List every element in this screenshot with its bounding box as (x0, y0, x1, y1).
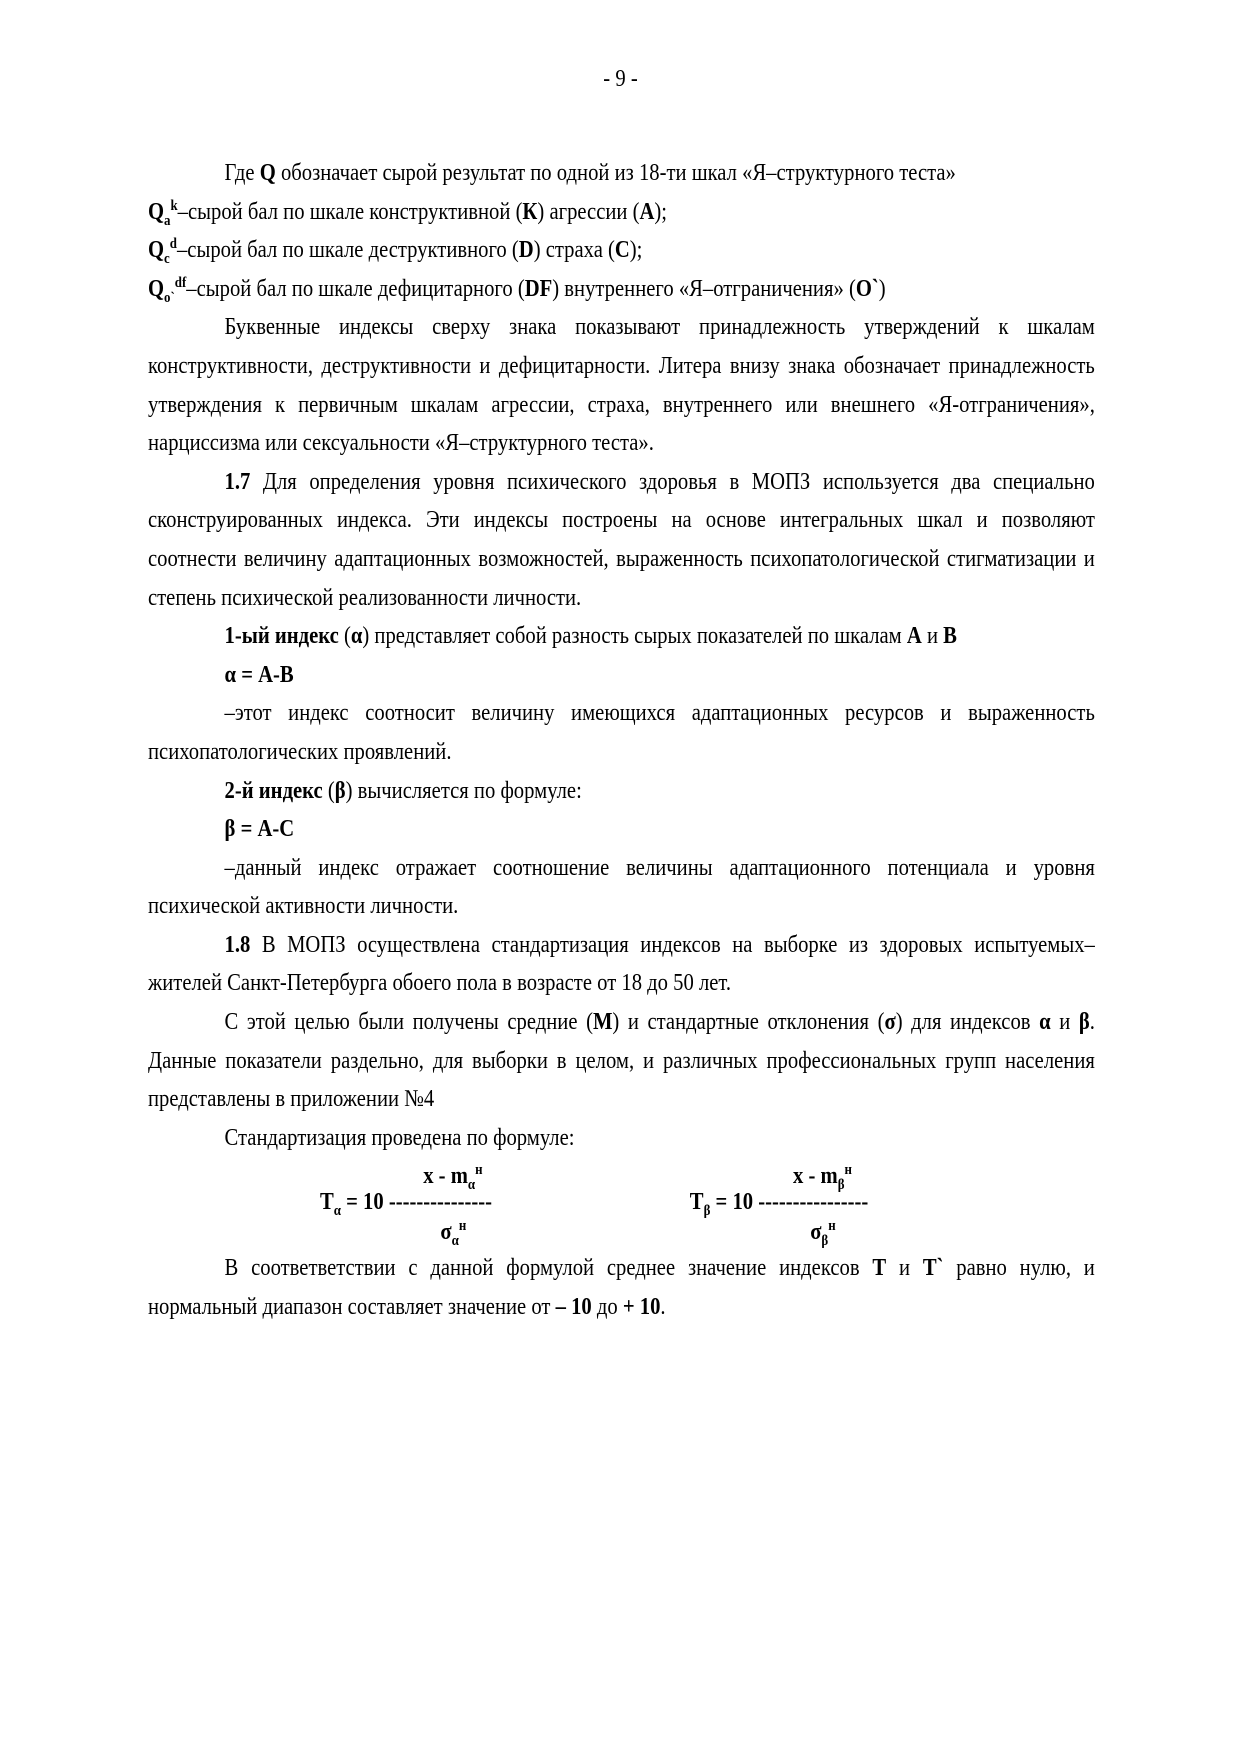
bold-text: 1.8 (224, 931, 251, 958)
bold-text: 2-й индекс (224, 777, 323, 804)
paragraph (148, 270, 1095, 309)
text-run: ) и стандартные отклонения ( (612, 1009, 885, 1036)
text-run: Буквенные индексы сверху знака показывают принадлежность утверждений к шкалам конструктивности, деструктивности и дефицитарности. Литера внизу знака обозначает принадлежность утверждения к первичным шкалам агрессии, страха, внутреннего или внешнего «Я-отграничения», нарциссизма или сексуальности «Я–структурного теста». (148, 314, 1095, 457)
bold-text: df (174, 274, 187, 291)
numerator-text: x - m (793, 1163, 838, 1190)
text-run: ( (322, 777, 335, 804)
paragraph (148, 308, 1095, 462)
denominator-text: σ (810, 1219, 822, 1246)
text-run: В соответветствии с данной формулой среднее значение индексов (224, 1255, 873, 1282)
sub: α (467, 1177, 476, 1194)
bold-text: С (614, 237, 630, 264)
text-run: . Данные показатели раздельно, для выборки в целом, и различных профессиональных групп населения представлены в приложении №4 (148, 1009, 1095, 1113)
text-run: С этой целью были получены средние ( (224, 1009, 593, 1036)
bold-text: DF (524, 275, 553, 302)
bold-text: Q (148, 198, 165, 225)
paragraph (148, 772, 1095, 811)
text-run: до (591, 1294, 623, 1321)
paragraph (148, 694, 1095, 771)
bold-text: + 10 (622, 1294, 661, 1321)
text-run: . (660, 1294, 666, 1321)
text-run: ( (338, 623, 351, 650)
fraction-line: = 10 --------------- (340, 1189, 492, 1216)
fraction-line: = 10 ---------------- (710, 1189, 869, 1216)
bold-text: β (1078, 1009, 1090, 1036)
paragraph (148, 1003, 1095, 1119)
bold-text: Т` (922, 1255, 944, 1282)
text-run: ); (654, 198, 668, 225)
sub: α (333, 1203, 341, 1220)
text-run: Где (224, 160, 260, 186)
text-run: ) вычисляется по формуле: (345, 777, 582, 804)
text-run: и (921, 623, 944, 650)
text-run: обозначает сырой результат по одной из 18-ти шкал «Я–структурного теста» (275, 160, 956, 186)
closing-paragraph-wrap (148, 1249, 1095, 1326)
text-run: ) представляет собой разность сырых показателей по шкалам (362, 623, 907, 650)
bold-text: α (1039, 1009, 1051, 1036)
lhs (690, 1183, 868, 1222)
bold-text: d (169, 236, 177, 253)
bold-text: 1-ый индекс (224, 623, 339, 650)
paragraph (148, 656, 1095, 695)
bold-text: А (906, 623, 922, 650)
sup: н (844, 1162, 852, 1179)
text-run: и (1050, 1009, 1079, 1036)
standardization-formulas (148, 1157, 1095, 1249)
text-run: ) агрессии ( (537, 198, 640, 225)
bold-text: D (518, 237, 534, 264)
lhs-text: T (689, 1189, 704, 1216)
text-run: ) страха ( (533, 237, 615, 264)
paragraph (148, 1119, 1095, 1158)
lhs-text: T (320, 1189, 334, 1216)
bold-text: – 10 (555, 1294, 592, 1321)
bold-text: β = А-С (224, 816, 295, 843)
numerator-text: x - m (423, 1163, 468, 1190)
text-run: Для определения уровня психического здоровья в МОПЗ используется два специально сконструированных индекса. Эти индексы построены на основе интегральных шкал и позволяют соотнести величину адаптационных возможностей, выраженность психопатологической стигматизации и степень психической реализованности личности. (148, 468, 1095, 611)
paragraph (148, 617, 1095, 656)
bold-text: 1.7 (224, 468, 251, 495)
bold-text: σ (884, 1009, 896, 1036)
text-run: –данный индекс отражает соотношение величины адаптационного потенциала и уровня психической активности личности. (148, 854, 1095, 920)
text-run: –сырой бал по шкале деструктивного ( (176, 237, 519, 264)
bold-text: k (170, 197, 178, 214)
text-run: ) (878, 275, 886, 302)
paragraph (148, 926, 1095, 1003)
bold-text: Q (259, 160, 276, 186)
text-run: ); (629, 237, 643, 264)
bold-text: А (639, 198, 655, 225)
paragraph (148, 193, 1095, 232)
sub: α (451, 1233, 459, 1250)
bold-text: c (164, 250, 170, 267)
denominator-text: σ (440, 1219, 452, 1246)
bold-text: В (943, 623, 957, 650)
denominator (810, 1213, 835, 1252)
denominator (440, 1213, 466, 1252)
text-run: ) внутреннего «Я–отграничения» ( (552, 275, 856, 302)
bold-text: Т (872, 1255, 887, 1282)
document-body (148, 154, 1095, 1327)
bold-text: Q (148, 237, 165, 264)
sub: β (821, 1233, 829, 1250)
paragraph (148, 810, 1095, 849)
text-run: равно нулю, и нормальный диапазон составляет значение от (148, 1255, 1095, 1321)
sup: н (475, 1162, 483, 1179)
paragraph (148, 154, 1095, 193)
paragraph (148, 849, 1095, 926)
paragraph (148, 463, 1095, 617)
text-run: –сырой бал по шкале конструктивной ( (177, 198, 523, 225)
text-run: Стандартизация проведена по формуле: (224, 1124, 575, 1151)
bold-text: К (522, 198, 538, 225)
bold-text: o` (164, 289, 175, 306)
bold-text: α (350, 623, 363, 650)
bold-text: β (334, 777, 346, 804)
sup: н (458, 1218, 467, 1235)
text-run: –сырой бал по шкале дефицитарного ( (186, 275, 525, 302)
bold-text: М (592, 1009, 613, 1036)
paragraph (148, 231, 1095, 270)
text-run: В МОПЗ осуществлена стандартизация индексов на выборке из здоровых испытуемых–жителей Санкт-Петербурга обоего пола в возрасте от 18 до 50 лет. (148, 931, 1095, 997)
sub: β (837, 1177, 845, 1194)
sub: β (703, 1203, 711, 1220)
paragraphs (148, 154, 1095, 1157)
page-number: - 9 - (603, 66, 638, 92)
paragraph (148, 1249, 1095, 1326)
text-run: ) для индексов (895, 1009, 1040, 1036)
bold-text: α = А-В (224, 661, 294, 688)
sup: н (828, 1218, 836, 1235)
bold-text: a (164, 212, 171, 229)
bold-text: Q (148, 275, 165, 302)
bold-text: О` (855, 275, 879, 302)
text-run: и (886, 1255, 923, 1282)
text-run: –этот индекс соотносит величину имеющихся адаптационных ресурсов и выраженность психопатологических проявлений. (148, 700, 1095, 765)
